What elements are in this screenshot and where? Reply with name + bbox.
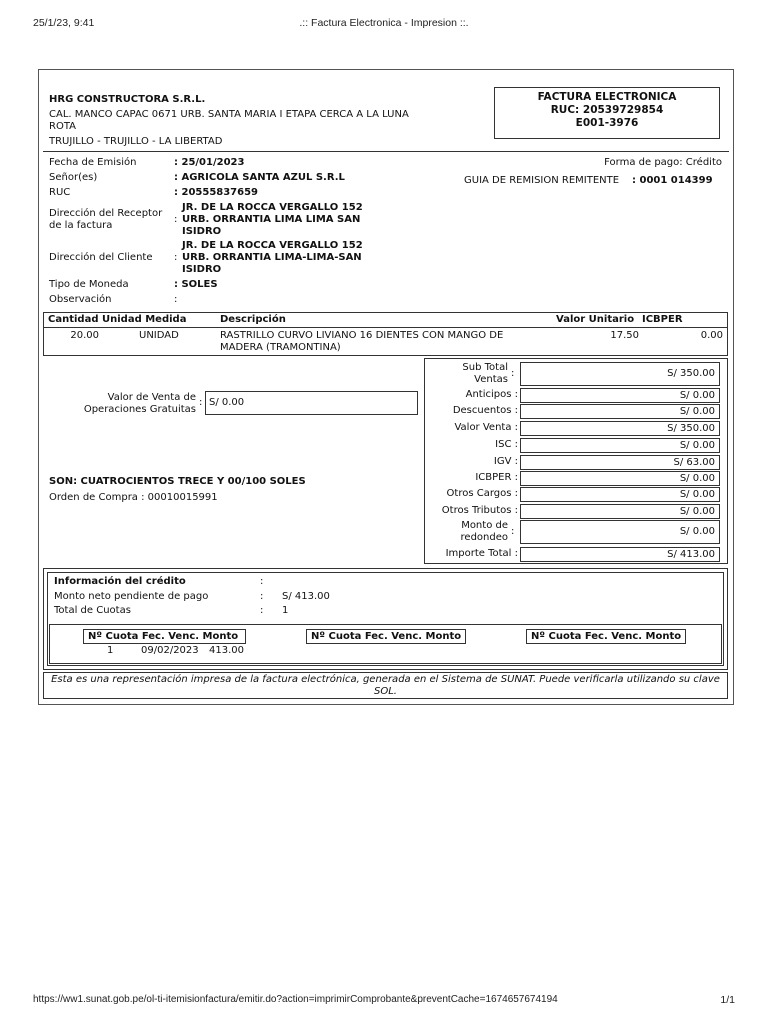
isc-label: ISC : [495, 439, 518, 450]
issuer-name: HRG CONSTRUCTORA S.R.L. [49, 94, 206, 105]
senor-value: : AGRICOLA SANTA AZUL S.R.L [174, 172, 345, 183]
otros-tributos-label: Otros Tributos : [441, 505, 518, 516]
item-icbper: 0.00 [700, 330, 723, 341]
dir-receptor-label-1: Dirección del Receptor [49, 208, 163, 219]
invoice-type: FACTURA ELECTRONICA [537, 91, 677, 103]
redondeo-colon: : [511, 526, 515, 537]
isc-value: S/ 0.00 [520, 438, 720, 453]
dir-cliente-line-2: URB. ORRANTIA LIMA-LIMA-SAN [182, 252, 362, 263]
col-valor-unitario: Valor Unitario [556, 314, 635, 325]
issuer-address-1: CAL. MANCO CAPAC 0671 URB. SANTA MARIA I ETAPA CERCA A LA LUNA [49, 109, 409, 120]
col-descripcion: Descripción [220, 314, 286, 325]
issuer-address-2: ROTA [49, 121, 76, 132]
invoice-ruc: RUC: 20539729854 [550, 104, 664, 116]
print-datetime: 25/1/23, 9:41 [33, 17, 95, 29]
icbper-label: ICBPER : [475, 472, 518, 483]
subtotal-value: S/ 350.00 [520, 362, 720, 386]
cuota-fecha: 09/02/2023 [141, 645, 199, 656]
legal-note-line-1: Esta es una representación impresa de la factura electrónica, generada en el Sistema de SUNAT. Puede verificarla utilizando su clave [51, 674, 720, 685]
otros-tributos-value: S/ 0.00 [520, 504, 720, 519]
cuota-header-2: Nº Cuota Fec. Venc. Monto [306, 629, 466, 644]
items-table [43, 312, 728, 356]
credito-title-colon: : [260, 576, 264, 587]
descuentos-value: S/ 0.00 [520, 404, 720, 419]
importe-label: Importe Total : [445, 548, 518, 559]
moneda-value: : SOLES [174, 279, 218, 290]
col-unidad: Unidad Medida [102, 314, 187, 325]
cuota-header-1: Nº Cuota Fec. Venc. Monto [83, 629, 246, 644]
legal-note-line-2: SOL. [374, 685, 397, 697]
subtotal-label [428, 362, 508, 386]
cuota-monto: 413.00 [209, 645, 244, 656]
senor-label: Señor(es) [49, 172, 98, 183]
igv-value: S/ 63.00 [520, 455, 720, 470]
invoice-id-box [494, 87, 720, 139]
dir-receptor-line-1: JR. DE LA ROCCA VERGALLO 152 [182, 202, 363, 213]
redondeo-value: S/ 0.00 [520, 520, 720, 544]
monto-pendiente-value: S/ 413.00 [282, 591, 330, 602]
valor-venta-value: S/ 350.00 [520, 421, 720, 436]
invoice-number: E001-3976 [575, 117, 639, 129]
ruc-label: RUC [49, 187, 71, 198]
gratuitas-label-2: Operaciones Gratuitas [83, 404, 196, 415]
item-unidad: UNIDAD [139, 330, 179, 341]
total-cuotas-value: 1 [282, 605, 289, 616]
redondeo-label [428, 520, 508, 544]
guia-label: GUIA DE REMISION REMITENTE [464, 175, 620, 186]
fecha-label: Fecha de Emisión [49, 157, 137, 168]
gratuitas-colon: : [199, 397, 203, 408]
observacion-label: Observación [49, 294, 112, 305]
subtotal-colon: : [511, 368, 515, 379]
print-url: https://ww1.sunat.gob.pe/ol-ti-itemisionfactura/emitir.do?action=imprimirComprobante&preventCache=1674657674194 [33, 994, 558, 1005]
issuer-address-3: TRUJILLO - TRUJILLO - LA LIBERTAD [49, 136, 223, 147]
items-header-rule [44, 327, 727, 328]
otros-cargos-label: Otros Cargos : [446, 488, 518, 499]
dir-cliente-colon: : [174, 252, 178, 263]
subtotal-label-2: Ventas [474, 374, 508, 385]
item-desc-line-1: RASTRILLO CURVO LIVIANO 16 DIENTES CON MANGO DE [220, 330, 504, 341]
dir-cliente-line-1: JR. DE LA ROCCA VERGALLO 152 [182, 240, 363, 251]
monto-pendiente-colon: : [260, 591, 264, 602]
print-page: 1/1 [720, 994, 735, 1006]
dir-receptor-line-2: URB. ORRANTIA LIMA LIMA SAN [182, 214, 361, 225]
guia-value: : 0001 014399 [632, 175, 713, 186]
importe-value: S/ 413.00 [520, 547, 720, 562]
dir-cliente-line-3: ISIDRO [182, 264, 222, 275]
gratuitas-label [60, 392, 196, 416]
gratuitas-label-1: Valor de Venta de [107, 392, 196, 403]
gratuitas-value: S/ 0.00 [205, 391, 418, 415]
redondeo-label-2: redondeo [460, 532, 508, 543]
fecha-value: : 25/01/2023 [174, 157, 245, 168]
legal-note [43, 672, 728, 699]
redondeo-label-1: Monto de [461, 520, 508, 531]
print-title: .:: Factura Electronica - Impresion ::. [299, 17, 469, 29]
monto-pendiente-label: Monto neto pendiente de pago [54, 591, 209, 602]
dir-cliente-label: Dirección del Cliente [49, 252, 153, 263]
anticipos-value: S/ 0.00 [520, 388, 720, 403]
son-text: SON: CUATROCIENTOS TRECE Y 00/100 SOLES [49, 476, 306, 487]
anticipos-label: Anticipos : [465, 389, 518, 400]
observacion-value: : [174, 294, 178, 305]
item-valor-unitario: 17.50 [610, 330, 639, 341]
cuota-num: 1 [107, 645, 114, 656]
item-cantidad: 20.00 [70, 330, 99, 341]
cuota-header-3: Nº Cuota Fec. Venc. Monto [526, 629, 686, 644]
valor-venta-label: Valor Venta : [454, 422, 518, 433]
item-desc-line-2: MADERA (TRAMONTINA) [220, 342, 341, 353]
icbper-value: S/ 0.00 [520, 471, 720, 486]
divider [43, 151, 729, 152]
dir-receptor-line-3: ISIDRO [182, 226, 222, 237]
col-icbper: ICBPER [642, 314, 683, 325]
descuentos-label: Descuentos : [452, 405, 518, 416]
col-cantidad: Cantidad [48, 314, 99, 325]
forma-pago: Forma de pago: Crédito [604, 157, 722, 168]
credito-title: Información del crédito [54, 576, 186, 587]
dir-receptor-colon: : [174, 214, 178, 225]
ruc-value: : 20555837659 [174, 187, 259, 198]
dir-receptor-label-2: de la factura [49, 220, 113, 231]
otros-cargos-value: S/ 0.00 [520, 487, 720, 502]
total-cuotas-colon: : [260, 605, 264, 616]
igv-label: IGV : [493, 456, 518, 467]
total-cuotas-label: Total de Cuotas [54, 605, 131, 616]
orden-compra: Orden de Compra : 00010015991 [49, 492, 218, 503]
moneda-label: Tipo de Moneda [49, 279, 129, 290]
subtotal-label-1: Sub Total [462, 362, 508, 373]
